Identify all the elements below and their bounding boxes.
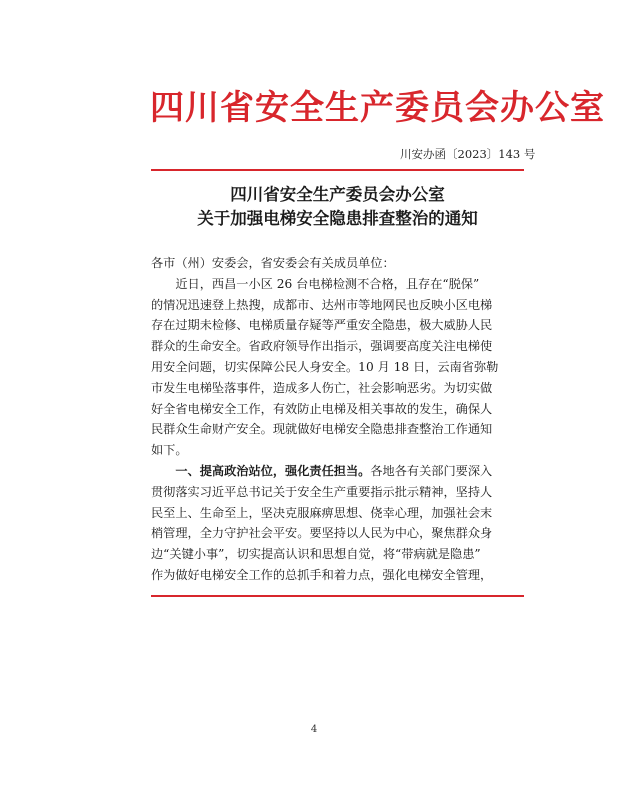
body-line: 贯彻落实习近平总书记关于安全生产重要指示批示精神，坚持人 bbox=[151, 484, 493, 499]
body-line: 民群众生命财产安全。现就做好电梯安全隐患排查整治工作通知 bbox=[151, 422, 493, 437]
notice-title-line-1: 四川省安全生产委员会办公室 bbox=[230, 185, 445, 204]
notice-title-line-2: 关于加强电梯安全隐患排查整治的通知 bbox=[197, 209, 478, 228]
body-line: 梢管理，全力守护社会平安。要坚持以人民为中心，聚焦群众身 bbox=[151, 526, 493, 541]
body-line: 民至上、生命至上，坚决克服麻痹思想、侥幸心理，加强社会末 bbox=[151, 505, 493, 520]
section-1-first-text: 各地各有关部门要深入 bbox=[370, 463, 493, 478]
section-1-first-line bbox=[151, 461, 524, 482]
body-line: 好全省电梯安全工作，有效防止电梯及相关事故的发生，确保人 bbox=[151, 401, 493, 416]
header-red-rule bbox=[151, 169, 524, 171]
page-number: 4 bbox=[310, 724, 318, 735]
section-1-heading: 一、提高政治站位，强化责任担当。 bbox=[151, 463, 371, 478]
body-line: 群众的生命安全。省政府领导作出指示，强调要高度关注电梯使 bbox=[151, 339, 493, 354]
body-line: 用安全问题，切实保障公民人身安全。10 月 18 日，云南省弥勒 bbox=[151, 359, 499, 374]
notice-body bbox=[151, 253, 524, 586]
body-line: 边“关键小事”，切实提高认识和思想自觉，将“带病就是隐患” bbox=[151, 547, 481, 562]
document-number: 川安办函〔2023〕143 号 bbox=[400, 147, 536, 161]
body-line: 近日，西昌一小区 26 台电梯检测不合格，且存在“脱保” bbox=[151, 276, 480, 291]
body-line: 如下。 bbox=[151, 443, 188, 458]
footer-red-rule bbox=[151, 595, 524, 597]
salutation: 各市（州）安委会，省安委会有关成员单位： bbox=[151, 256, 395, 270]
org-header-title: 四川省安全生产委员会办公室 bbox=[150, 88, 605, 128]
body-line: 存在过期未检修、电梯质量存疑等严重安全隐患，极大威胁人民 bbox=[151, 318, 493, 333]
body-line: 市发生电梯坠落事件，造成多人伤亡，社会影响恶劣。为切实做 bbox=[151, 380, 493, 395]
body-line: 作为做好电梯安全工作的总抓手和着力点，强化电梯安全管理， bbox=[151, 567, 493, 582]
body-line: 的情况迅速登上热搜，成都市、达州市等地网民也反映小区电梯 bbox=[151, 297, 493, 312]
